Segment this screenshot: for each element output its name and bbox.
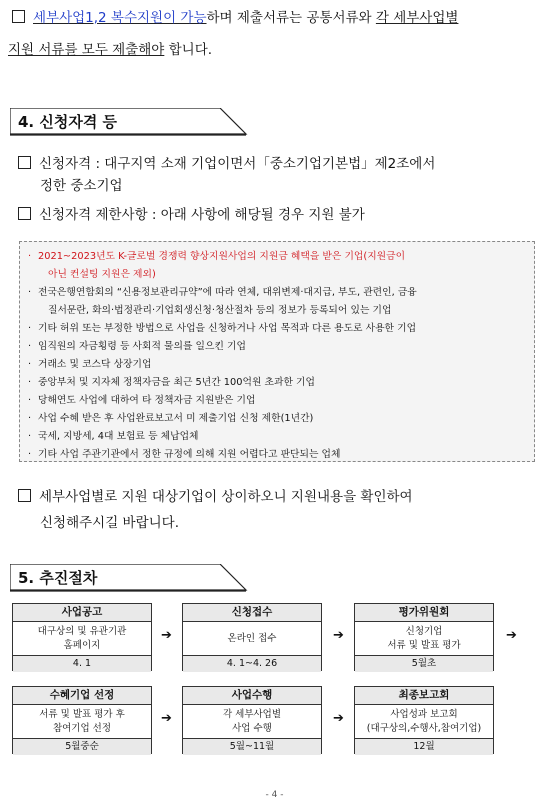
intro-underline-2: 지원 서류를 모두 제출해야 xyxy=(8,42,165,58)
process-step-body xyxy=(183,705,321,739)
process-step-desc-2: (대구상의,수행사,참여기업) xyxy=(366,722,482,734)
notice-text-2: 신청해주시길 바랍니다. xyxy=(40,515,179,531)
bullet-icon: · xyxy=(28,287,32,298)
process-step-title: 신청접수 xyxy=(183,604,321,622)
bullet-icon: · xyxy=(28,359,32,370)
restriction-list-item xyxy=(28,410,526,428)
restriction-list-item xyxy=(28,428,526,446)
process-step-desc: 신청기업 xyxy=(405,625,443,637)
process-step-date: 5월초 xyxy=(355,656,493,672)
restriction-list-item xyxy=(28,284,526,302)
restriction-list-text: 사업 수혜 받은 후 사업완료보고서 미 제출기업 신청 제한(1년간) xyxy=(38,413,314,424)
restriction-list-item xyxy=(28,248,526,266)
bullet-icon: · xyxy=(28,323,32,334)
restriction-list-text: 기타 사업 주관기관에서 정한 규정에 의해 지원 어렵다고 판단되는 업체 xyxy=(38,449,341,460)
section-4-heading xyxy=(10,108,246,138)
checkbox-square-icon xyxy=(18,156,31,169)
section-5-title: 5. 추진절차 xyxy=(18,569,98,587)
process-step-body xyxy=(13,705,151,739)
checkbox-square-icon xyxy=(12,10,25,23)
process-step-date: 4. 1 xyxy=(13,656,151,672)
intro-text: 하며 제출서류는 공통서류와 xyxy=(206,10,376,26)
process-step-title: 평가위원회 xyxy=(355,604,493,622)
process-step-date: 5월중순 xyxy=(13,739,151,755)
restriction-item xyxy=(18,204,365,226)
process-step-box xyxy=(182,686,322,754)
process-step-body xyxy=(355,622,493,656)
restriction-list-continuation: 아닌 컨설팅 지원은 제외) xyxy=(48,269,156,280)
restriction-list-item xyxy=(28,446,526,464)
process-step-desc-2: 참여기업 선정 xyxy=(52,722,112,734)
process-step-title: 사업수행 xyxy=(183,687,321,705)
checkbox-square-icon xyxy=(18,207,31,220)
restriction-list-text: 임직원의 자금횡령 등 사회적 물의를 일으킨 기업 xyxy=(38,341,246,352)
process-step-desc: 서류 및 발표 평가 후 xyxy=(39,708,125,720)
intro-line-2 xyxy=(8,38,212,58)
process-step-body xyxy=(355,705,493,739)
arrow-right-icon: ➔ xyxy=(333,628,344,643)
process-step-desc-2: 홈페이지 xyxy=(63,639,101,651)
process-step-box xyxy=(12,603,152,671)
notice-text: 세부사업별로 지원 대상기업이 상이하오니 지원내용을 확인하여 xyxy=(39,489,413,505)
process-step-title: 사업공고 xyxy=(13,604,151,622)
restriction-list-text: 거래소 및 코스닥 상장기업 xyxy=(38,359,152,370)
bullet-icon: · xyxy=(28,341,32,352)
restriction-list-continuation: 질서문란, 화의·법정관리·기업회생신청·청산절차 등의 정보가 등록되어 있는 기업 xyxy=(48,305,392,316)
restriction-list-text: 기타 허위 또는 부정한 방법으로 사업을 신청하거나 사업 목적과 다른 용도로 사용한 기업 xyxy=(38,323,417,334)
process-step-desc-2: 서류 및 발표 평가 xyxy=(387,639,461,651)
restriction-list-box xyxy=(19,241,535,462)
restriction-list-item xyxy=(28,374,526,392)
restriction-list-text: 국세, 지방세, 4대 보험료 등 체납업체 xyxy=(38,431,199,442)
intro-underline: 각 세부사업별 xyxy=(375,10,459,26)
process-step-desc: 온라인 접수 xyxy=(227,632,277,644)
qualification-text: 신청자격 : 대구지역 소재 기업이면서「중소기업기본법」제2조에서 xyxy=(39,156,436,172)
page-number: - 4 - xyxy=(265,790,284,800)
section-4-title: 4. 신청자격 등 xyxy=(18,113,118,131)
process-step-box xyxy=(182,603,322,671)
checkbox-square-icon xyxy=(18,489,31,502)
qualification-text-2: 정한 중소기업 xyxy=(40,178,123,194)
process-step-date: 12월 xyxy=(355,739,493,755)
process-step-body xyxy=(13,622,151,656)
bullet-icon: · xyxy=(28,377,32,388)
process-step-box xyxy=(354,686,494,754)
restriction-list-item xyxy=(28,356,526,374)
arrow-right-icon: ➔ xyxy=(333,711,344,726)
notice-item xyxy=(18,486,413,534)
bullet-icon: · xyxy=(28,431,32,442)
bullet-icon: · xyxy=(28,413,32,424)
intro-highlight: 세부사업1,2 복수지원이 가능 xyxy=(33,10,207,26)
process-step-box xyxy=(354,603,494,671)
process-step-desc: 사업성과 보고회 xyxy=(390,708,458,720)
process-step-desc: 각 세부사업별 xyxy=(222,708,282,720)
bullet-icon: · xyxy=(28,449,32,460)
process-step-title: 수혜기업 선정 xyxy=(13,687,151,705)
restriction-text: 신청자격 제한사항 : 아래 사항에 해당될 경우 지원 불가 xyxy=(39,207,365,223)
process-step-date: 5월~11월 xyxy=(183,739,321,755)
arrow-right-icon: ➔ xyxy=(161,711,172,726)
section-5-heading xyxy=(10,564,246,594)
arrow-right-icon: ➔ xyxy=(161,628,172,643)
intro-line-1 xyxy=(12,6,458,26)
process-step-body xyxy=(183,622,321,656)
bullet-icon: · xyxy=(28,395,32,406)
restriction-list-item xyxy=(28,392,526,410)
bullet-icon: · xyxy=(28,251,32,262)
process-step-desc-2: 사업 수행 xyxy=(232,722,272,734)
restriction-list-text: 당해연도 사업에 대하여 타 정책자금 지원받은 기업 xyxy=(38,395,256,406)
restriction-list-item xyxy=(28,338,526,356)
intro-end: 합니다. xyxy=(164,42,213,58)
restriction-list-item xyxy=(28,320,526,338)
restriction-list-text: 중앙부처 및 지자체 정책자금을 최근 5년간 100억원 초과한 기업 xyxy=(38,377,315,388)
process-step-title: 최종보고회 xyxy=(355,687,493,705)
restriction-list-text: 전국은행연합회의 “신용정보관리규약”에 따라 연체, 대위변제·대지급, 부도, 관련인, 금융 xyxy=(38,287,417,298)
qualification-item xyxy=(18,153,435,197)
process-step-date: 4. 1~4. 26 xyxy=(183,656,321,672)
process-step-box xyxy=(12,686,152,754)
process-step-desc: 대구상의 및 유관기관 xyxy=(37,625,127,637)
restriction-list-text: 2021~2023년도 K-글로벌 경쟁력 향상지원사업의 지원금 혜택을 받은 기업(지원금이 xyxy=(38,251,406,262)
arrow-right-icon: ➔ xyxy=(506,628,517,643)
